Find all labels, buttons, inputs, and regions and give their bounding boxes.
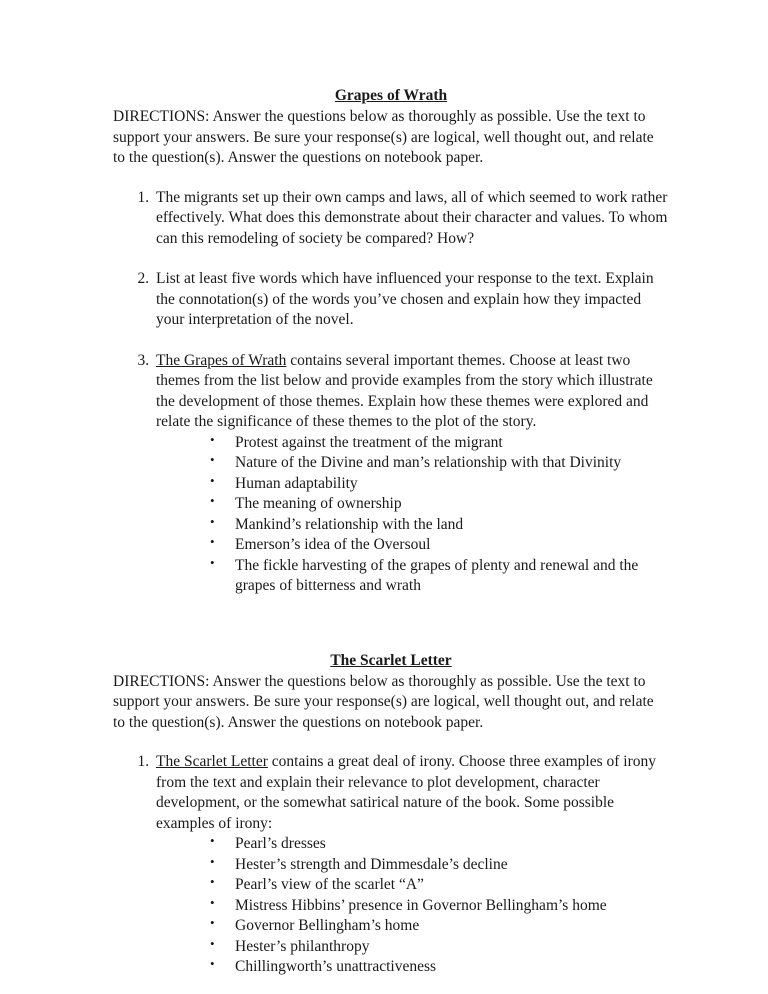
spacer [113, 169, 669, 188]
question-list-scarlet [113, 752, 669, 978]
section-grapes-of-wrath [113, 86, 669, 597]
section-heading-text: Grapes of Wrath [334, 87, 448, 104]
list-item: • Pearl’s view of the scarlet “A” [210, 875, 669, 896]
question-item [153, 188, 669, 250]
spacer [113, 733, 669, 752]
question-body-text: contains several important themes. Choose at least two themes from the list below and provide examples from the story which illustrate the development of those themes. Explain how these themes were explored and relate the significance of these themes to the plot of the story. [156, 351, 653, 430]
section-the-scarlet-letter [113, 651, 669, 978]
section-heading-grapes-of-wrath [113, 86, 669, 106]
question-text: 1. The migrants set up their own camps and laws, all of which seemed to work rather effectively. What does this demonstrate about their character and values. To whom can this remodeling of society be compared? How? [156, 188, 668, 247]
list-item: • Pearl’s dresses [210, 834, 669, 855]
list-item: • Protest against the treatment of the migrant [210, 433, 669, 454]
list-item: • Hester’s philanthropy [210, 937, 669, 958]
list-item: • The fickle harvesting of the grapes of plenty and renewal and the grapes of bitterness and wrath [210, 556, 669, 597]
question-body-text: contains a great deal of irony. Choose three examples of irony from the text and explain their relevance to plot development, character development, or the somewhat satirical nature of the book. Some possible examples of irony: [156, 753, 656, 832]
question-text: 2. List at least five words which have influenced your response to the text. Explain the connotation(s) of the words you’ve chosen and explain how they impacted your interpretation of the novel. [156, 270, 654, 328]
list-item: • Human adaptability [210, 474, 669, 495]
list-item: • Nature of the Divine and man’s relationship with that Divinity [210, 453, 669, 474]
section-heading-text: The Scarlet Letter [330, 651, 452, 669]
directions-paragraph-grapes: DIRECTIONS: Answer the questions below as thoroughly as possible. Use the text to support your answers. Be sure your response(s) are logical, well thought out, and relate to the question(s). Answer the questions on notebook paper. [113, 108, 654, 166]
book-title-underlined: The Grapes of Wrath [156, 351, 287, 369]
theme-bullet-list [156, 433, 669, 597]
question-item [153, 752, 669, 978]
list-item: • The meaning of ownership [210, 494, 669, 515]
list-item: • Mistress Hibbins’ presence in Governor Bellingham’s home [210, 896, 669, 917]
question-text [156, 752, 669, 834]
irony-bullet-list [156, 834, 669, 978]
question-item [153, 351, 669, 597]
directions-paragraph-scarlet: DIRECTIONS: Answer the questions below as thoroughly as possible. Use the text to support your answers. Be sure your response(s) are logical, well thought out, and relate to the question(s). Answer the questions on notebook paper. [113, 672, 654, 731]
document-body [113, 86, 669, 978]
list-item: • Governor Bellingham’s home [210, 916, 669, 937]
list-item: • Mankind’s relationship with the land [210, 515, 669, 536]
list-item: • Chillingworth’s unattractiveness [210, 957, 669, 978]
question-item [153, 269, 669, 331]
list-item: • Hester’s strength and Dimmesdale’s decline [210, 855, 669, 876]
section-spacer [113, 597, 669, 651]
question-text [156, 351, 669, 433]
section-heading-the-scarlet-letter [113, 651, 669, 671]
question-list-grapes [113, 188, 669, 597]
list-item: • Emerson’s idea of the Oversoul [210, 535, 669, 556]
book-title-underlined: The Scarlet Letter [156, 753, 268, 770]
